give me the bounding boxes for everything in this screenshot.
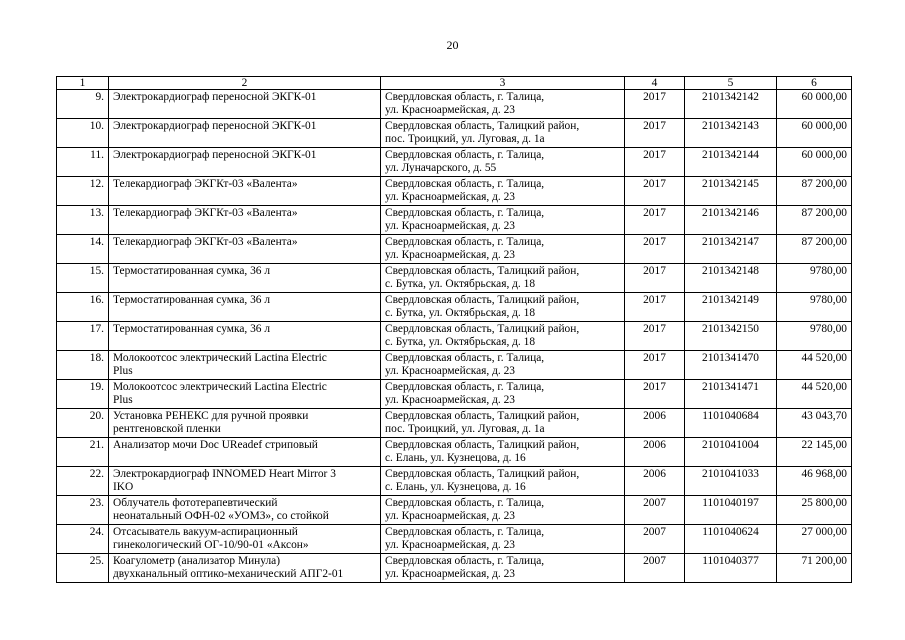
item-name: Облучатель фототерапевтический неонатальный ОФН-02 «УОМЗ», со стойкой — [109, 496, 381, 525]
table-header-row — [57, 77, 852, 90]
item-cost: 27 000,00 — [777, 525, 852, 554]
item-address: Свердловская область, Талицкий район, с. Елань, ул. Кузнецова, д. 16 — [381, 467, 625, 496]
table-body — [57, 90, 852, 583]
item-cost: 9780,00 — [777, 293, 852, 322]
item-address: Свердловская область, г. Талица, ул. Красноармейская, д. 23 — [381, 525, 625, 554]
item-address: Свердловская область, Талицкий район, с. Бутка, ул. Октябрьская, д. 18 — [381, 322, 625, 351]
row-number: 22. — [57, 467, 109, 496]
table-row — [57, 525, 852, 554]
column-header: 4 — [625, 77, 685, 90]
item-name: Электрокардиограф переносной ЭКГК-01 — [109, 119, 381, 148]
table-row — [57, 438, 852, 467]
item-cost: 44 520,00 — [777, 351, 852, 380]
item-year: 2017 — [625, 148, 685, 177]
item-cost: 46 968,00 — [777, 467, 852, 496]
inventory-number: 2101341470 — [685, 351, 777, 380]
row-number: 19. — [57, 380, 109, 409]
row-number: 10. — [57, 119, 109, 148]
item-address: Свердловская область, Талицкий район, пос. Троицкий, ул. Луговая, д. 1а — [381, 119, 625, 148]
inventory-number: 2101342144 — [685, 148, 777, 177]
item-year: 2006 — [625, 467, 685, 496]
item-year: 2007 — [625, 525, 685, 554]
table-row — [57, 148, 852, 177]
item-year: 2017 — [625, 235, 685, 264]
inventory-number: 2101342148 — [685, 264, 777, 293]
item-name: Коагулометр (анализатор Минула) двухканальный оптико-механический АПГ2-01 — [109, 554, 381, 583]
item-cost: 9780,00 — [777, 322, 852, 351]
item-cost: 87 200,00 — [777, 177, 852, 206]
item-address: Свердловская область, г. Талица, ул. Красноармейская, д. 23 — [381, 90, 625, 119]
page-number: 20 — [446, 38, 459, 52]
row-number: 21. — [57, 438, 109, 467]
item-year: 2006 — [625, 409, 685, 438]
item-year: 2006 — [625, 438, 685, 467]
item-year: 2017 — [625, 380, 685, 409]
inventory-number: 2101041033 — [685, 467, 777, 496]
item-address: Свердловская область, Талицкий район, с. Бутка, ул. Октябрьская, д. 18 — [381, 264, 625, 293]
table-row — [57, 496, 852, 525]
item-address: Свердловская область, г. Талица, ул. Красноармейская, д. 23 — [381, 177, 625, 206]
item-name: Электрокардиограф INNOMED Heart Mirror 3 IKO — [109, 467, 381, 496]
row-number: 25. — [57, 554, 109, 583]
item-cost: 44 520,00 — [777, 380, 852, 409]
item-cost: 87 200,00 — [777, 206, 852, 235]
table-row — [57, 554, 852, 583]
item-name: Телекардиограф ЭКГКт-03 «Валента» — [109, 177, 381, 206]
row-number: 12. — [57, 177, 109, 206]
column-header: 1 — [57, 77, 109, 90]
item-cost: 60 000,00 — [777, 119, 852, 148]
column-header: 2 — [109, 77, 381, 90]
item-cost: 71 200,00 — [777, 554, 852, 583]
row-number: 11. — [57, 148, 109, 177]
item-address: Свердловская область, г. Талица, ул. Красноармейская, д. 23 — [381, 351, 625, 380]
table-row — [57, 264, 852, 293]
row-number: 18. — [57, 351, 109, 380]
item-year: 2017 — [625, 264, 685, 293]
item-name: Отсасыватель вакуум-аспирационный гинекологический ОГ-10/90-01 «Аксон» — [109, 525, 381, 554]
row-number: 23. — [57, 496, 109, 525]
row-number: 14. — [57, 235, 109, 264]
item-year: 2017 — [625, 177, 685, 206]
table-row — [57, 467, 852, 496]
item-name: Телекардиограф ЭКГКт-03 «Валента» — [109, 235, 381, 264]
item-address: Свердловская область, г. Талица, ул. Красноармейская, д. 23 — [381, 554, 625, 583]
item-year: 2017 — [625, 293, 685, 322]
item-address: Свердловская область, Талицкий район, с. Елань, ул. Кузнецова, д. 16 — [381, 438, 625, 467]
item-address: Свердловская область, г. Талица, ул. Красноармейская, д. 23 — [381, 496, 625, 525]
item-year: 2017 — [625, 351, 685, 380]
item-address: Свердловская область, г. Талица, ул. Красноармейская, д. 23 — [381, 380, 625, 409]
row-number: 17. — [57, 322, 109, 351]
inventory-number: 1101040624 — [685, 525, 777, 554]
item-name: Термостатированная сумка, 36 л — [109, 264, 381, 293]
item-name: Термостатированная сумка, 36 л — [109, 322, 381, 351]
item-cost: 22 145,00 — [777, 438, 852, 467]
table-row — [57, 380, 852, 409]
table-row — [57, 409, 852, 438]
item-name: Молокоотсос электрический Lactina Electric Plus — [109, 380, 381, 409]
table-row — [57, 119, 852, 148]
item-name: Установка РЕНЕКС для ручной проявки рентгеновской пленки — [109, 409, 381, 438]
table-row — [57, 177, 852, 206]
item-name: Электрокардиограф переносной ЭКГК-01 — [109, 90, 381, 119]
item-name: Молокоотсос электрический Lactina Electric Plus — [109, 351, 381, 380]
item-name: Анализатор мочи Doc UReadef стриповый — [109, 438, 381, 467]
item-year: 2017 — [625, 206, 685, 235]
item-cost: 9780,00 — [777, 264, 852, 293]
item-address: Свердловская область, г. Талица, ул. Луначарского, д. 55 — [381, 148, 625, 177]
item-cost: 60 000,00 — [777, 148, 852, 177]
table-row — [57, 322, 852, 351]
column-header: 5 — [685, 77, 777, 90]
row-number: 20. — [57, 409, 109, 438]
inventory-number: 1101040377 — [685, 554, 777, 583]
inventory-number: 2101342146 — [685, 206, 777, 235]
inventory-number: 2101342142 — [685, 90, 777, 119]
inventory-number: 2101342147 — [685, 235, 777, 264]
item-year: 2007 — [625, 496, 685, 525]
row-number: 16. — [57, 293, 109, 322]
item-year: 2017 — [625, 90, 685, 119]
inventory-number: 1101040197 — [685, 496, 777, 525]
inventory-number: 2101041004 — [685, 438, 777, 467]
column-header: 6 — [777, 77, 852, 90]
table-row — [57, 206, 852, 235]
inventory-number: 2101342150 — [685, 322, 777, 351]
equipment-table — [56, 76, 852, 583]
item-cost: 25 800,00 — [777, 496, 852, 525]
inventory-number: 2101341471 — [685, 380, 777, 409]
item-year: 2007 — [625, 554, 685, 583]
item-address: Свердловская область, Талицкий район, пос. Троицкий, ул. Луговая, д. 1а — [381, 409, 625, 438]
item-address: Свердловская область, Талицкий район, с. Бутка, ул. Октябрьская, д. 18 — [381, 293, 625, 322]
column-header: 3 — [381, 77, 625, 90]
item-cost: 43 043,70 — [777, 409, 852, 438]
row-number: 15. — [57, 264, 109, 293]
inventory-number: 2101342149 — [685, 293, 777, 322]
inventory-number: 2101342145 — [685, 177, 777, 206]
item-cost: 60 000,00 — [777, 90, 852, 119]
item-cost: 87 200,00 — [777, 235, 852, 264]
item-year: 2017 — [625, 322, 685, 351]
item-name: Термостатированная сумка, 36 л — [109, 293, 381, 322]
item-address: Свердловская область, г. Талица, ул. Красноармейская, д. 23 — [381, 206, 625, 235]
inventory-number: 2101342143 — [685, 119, 777, 148]
table-row — [57, 351, 852, 380]
row-number: 24. — [57, 525, 109, 554]
item-name: Электрокардиограф переносной ЭКГК-01 — [109, 148, 381, 177]
inventory-number: 1101040684 — [685, 409, 777, 438]
item-address: Свердловская область, г. Талица, ул. Красноармейская, д. 23 — [381, 235, 625, 264]
table-row — [57, 293, 852, 322]
item-name: Телекардиограф ЭКГКт-03 «Валента» — [109, 206, 381, 235]
row-number: 9. — [57, 90, 109, 119]
row-number: 13. — [57, 206, 109, 235]
table-row — [57, 235, 852, 264]
table-row — [57, 90, 852, 119]
item-year: 2017 — [625, 119, 685, 148]
